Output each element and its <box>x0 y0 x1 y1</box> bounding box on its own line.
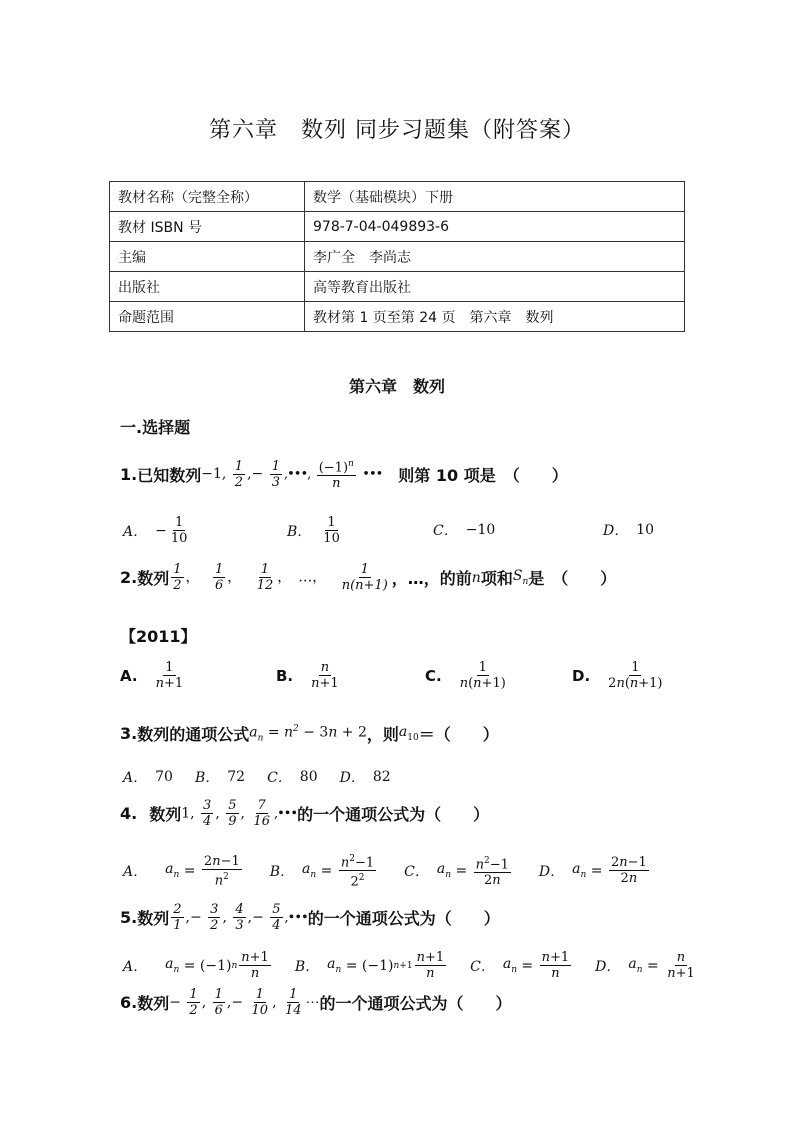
document-title: 第六章 数列 同步习题集（附答案） <box>209 118 585 143</box>
table-value: 数学（基础模块）下册 <box>305 182 685 212</box>
table-value: 978-7-04-049893-6 <box>305 212 685 242</box>
q1-option-c: C． −10 <box>433 522 496 539</box>
section-heading: 一.选择题 <box>120 418 191 437</box>
table-value: 高等教育出版社 <box>305 272 685 302</box>
table-key: 教材 ISBN 号 <box>110 212 305 242</box>
textbook-info-table <box>109 181 685 332</box>
q1-option-a: A． − $\frac{1}{10}$ <box>123 515 188 546</box>
sum-symbol: $S_n$ <box>512 568 529 587</box>
q1-option-b: B． $\frac{1}{10}$ <box>287 515 340 546</box>
question-2: 2. 数列 $\frac{1}{2}$ ， $\frac{1}{6}$ ， $\frac{1}{12}$ ， …， $\frac{1}{n(n+1)}$ ，…，的前 n 项和 $S_n$ 是 （ ） <box>120 562 617 593</box>
table-key: 教材名称（完整全称） <box>110 182 305 212</box>
sequence-formula: −1, $\frac{1}{2}$ ,− $\frac{1}{3}$ ,•••, $\frac{(-1)^n}{n}$ ••• <box>201 458 383 492</box>
q2-option-c: C. $\frac{1}{n(n+1)}$ <box>425 660 506 691</box>
question-tail: 则第 10 项是 （ ） <box>382 465 568 485</box>
question-4: 4. 数列 1, $\frac{3}{4}$ , $\frac{5}{9}$ , $\frac{7}{16}$ ,••• 的一个通项公式为（ ） <box>120 798 490 829</box>
table-row <box>110 212 685 242</box>
sequence-formula: $\frac{2}{1}$ ,− $\frac{3}{2}$ , $\frac{4}{3}$ ,− $\frac{5}{4}$ ,••• <box>173 902 308 933</box>
q3-options: A． 70 B． 72 C． 80 D． 82 <box>123 769 391 786</box>
q2-option-d: D. $\frac{1}{2n(n+1)}$ <box>572 660 663 691</box>
q2-option-b: B. $\frac{n}{n+1}$ <box>276 660 339 691</box>
general-term-formula: $a_n = n^2 - 3n + 2$ <box>249 723 367 744</box>
chapter-heading: 第六章 数列 <box>348 377 445 396</box>
table-value: 教材第 1 页至第 24 页 第六章 数列 <box>305 302 685 332</box>
table-row <box>110 272 685 302</box>
table-value: 李广全 李尚志 <box>305 242 685 272</box>
question-5: 5. 数列 $\frac{2}{1}$ ,− $\frac{3}{2}$ , $\frac{4}{3}$ ,− $\frac{5}{4}$ ,••• 的一个通项公式为（ ） <box>120 902 500 933</box>
q2-option-a: A. $\frac{1}{n+1}$ <box>120 660 184 691</box>
sequence-formula: − $\frac{1}{2}$ , $\frac{1}{6}$ ,− $\frac{1}{10}$ , $\frac{1}{14}$ ⋯ <box>169 987 320 1018</box>
question-6: 6. 数列 − $\frac{1}{2}$ , $\frac{1}{6}$ ,− $\frac{1}{10}$ , $\frac{1}{14}$ ⋯ 的一个通项公式为（ ） <box>120 987 512 1018</box>
question-source: 【2011】 <box>120 627 197 646</box>
table-key: 出版社 <box>110 272 305 302</box>
table-key: 主编 <box>110 242 305 272</box>
sequence-formula: 1, $\frac{3}{4}$ , $\frac{5}{9}$ , $\frac{7}{16}$ ,••• <box>181 798 298 829</box>
question-number: 1. <box>120 464 138 484</box>
sequence-formula: $\frac{1}{2}$ ， $\frac{1}{6}$ ， $\frac{1}{12}$ ， …， $\frac{1}{n(n+1)}$ <box>173 562 388 593</box>
q1-option-d: D． 10 <box>603 522 655 539</box>
table-row <box>110 302 685 332</box>
q4-options: A． $a_n$ = $\frac{2n-1}{n^2}$ B． $a_n$ = $\frac{n^2-1}{2^2}$ C． $a_n$ = $\frac{n^2-1}{2n}$ D． $a_n$ = $\frac{2n-1}{2n}$ <box>123 853 647 890</box>
table-key: 命题范围 <box>110 302 305 332</box>
table-row <box>110 242 685 272</box>
q5-options: A． $a_n$ = (−1) n $\frac{n+1}{n}$ B． $a_n$ = (−1) n+1 $\frac{n+1}{n}$ C． $a_n$ = $\frac{n+1}{n}$ D． $a_n$ = $\frac{n}{n+1}$ <box>123 950 695 981</box>
question-lead: 已知数列 <box>137 465 202 485</box>
table-row <box>110 182 685 212</box>
question-1 <box>120 457 568 491</box>
question-3: 3. 数列的通项公式 $a_n = n^2 - 3n + 2$ ，则 $a_{10}$ ＝（ ） <box>120 723 499 744</box>
